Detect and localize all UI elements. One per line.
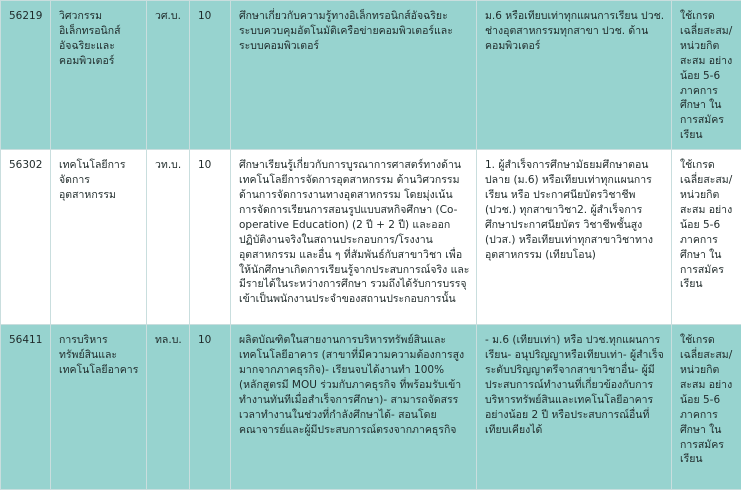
program-description: ศึกษาเรียนรู้เกี่ยวกับการบูรณาการศาสตร์ทางด้านเทคโนโลยีการจัดการอุตสาหกรรม ด้านวิศวกรรมด้านการจัดการงานทางอุตสาหกรรม โดยมุ่งเน้นการจัดการเรียนการสอนรูปแบบสหกิจศึกษา (Co-operative Education) (2 ปี + 2 ปี) และออกปฏิบัติงานจริงในสถานประกอบการ/โรงงานอุตสาหกรรม และอื่น ๆ ที่สัมพันธ์กับสาขาวิชา เพื่อให้นักศึกษาเกิดการเรียนรู้จากประสบการณ์จริง และมีรายได้ในระหว่างการศึกษา รวมถึงได้รับการบรรจุเข้าเป็นพนักงานประจำของสถานประกอบการนั้น — [231, 150, 477, 325]
program-name: เทคโนโลยีการจัดการอุตสาหกรรม — [51, 150, 147, 325]
gpa-requirement: ใช้เกรดเฉลี่ยสะสม/หน่วยกิตสะสม อย่างน้อย 5-6 ภาคการศึกษา ในการสมัครเรียน — [672, 1, 741, 150]
program-description: ผลิตบัณฑิตในสายงานการบริหารทรัพย์สินและเทคโนโลยีอาคาร (สาขาที่มีความความต้องการสูงมากจากภาคธุรกิจ)- เรียนจบได้งานทำ 100% (หลักสูตรมี MOU ร่วมกับภาคธุรกิจ ที่พร้อมรับเข้าทำงานทันทีเมื่อสำเร็จการศึกษา)- สามารถจัดสรรเวลาทำงานในช่วงที่กำลังศึกษาได้- สอนโดยคณาจารย์และผู้มีประสบการณ์ตรงจากภาคธุรกิจ — [231, 325, 477, 490]
degree-abbr: วท.บ. — [147, 150, 190, 325]
admission-qualification: 1. ผู้สำเร็จการศึกษามัธยมศึกษาตอนปลาย (ม.6) หรือเทียบเท่าทุกแผนการเรียน หรือ ประกาศนียบัตรวิชาชีพ (ปวช.) ทุกสาขาวิชา2. ผู้สำเร็จการศึกษาประกาศนียบัตร วิชาชีพชั้นสูง (ปวส.) หรือเทียบเท่าทุกสาขาวิชาทางอุตสาหกรรม (เทียบโอน) — [477, 150, 672, 325]
gpa-requirement: ใช้เกรดเฉลี่ยสะสม/หน่วยกิตสะสม อย่างน้อย 5-6 ภาคการศึกษา ในการสมัครเรียน — [672, 325, 741, 490]
program-code: 56302 — [1, 150, 51, 325]
table-row — [1, 325, 741, 490]
table-row — [1, 150, 741, 325]
admission-qualification: - ม.6 (เทียบเท่า) หรือ ปวช.ทุกแผนการเรียน- อนุปริญญาหรือเทียบเท่า- ผู้สำเร็จระดับปริญญาตรีจากสาขาวิชาอื่น- ผู้มีประสบการณ์ทำงานที่เกี่ยวข้องกับการบริหารทรัพย์สินและเทคโนโลยีอาคารอย่างน้อย 2 ปี หรือประสบการณ์อื่นที่เทียบเคียงได้ — [477, 325, 672, 490]
degree-abbr: ทล.บ. — [147, 325, 190, 490]
program-description: ศึกษาเกี่ยวกับความรู้ทางอิเล็กทรอนิกส์อัจฉริยะ ระบบควบคุมอัตโนมัติเครือข่ายคอมพิวเตอร์และระบบคอมพิวเตอร์ — [231, 1, 477, 150]
program-number: 10 — [190, 325, 231, 490]
gpa-requirement: ใช้เกรดเฉลี่ยสะสม/หน่วยกิตสะสม อย่างน้อย 5-6 ภาคการศึกษา ในการสมัครเรียน — [672, 150, 741, 325]
program-number: 10 — [190, 1, 231, 150]
admission-qualification: ม.6 หรือเทียบเท่าทุกแผนการเรียน ปวช. ช่างอุตสาหกรรมทุกสาขา ปวช. ด้านคอมพิวเตอร์ — [477, 1, 672, 150]
program-code: 56219 — [1, 1, 51, 150]
table-row — [1, 1, 741, 150]
program-number: 10 — [190, 150, 231, 325]
program-code: 56411 — [1, 325, 51, 490]
program-name: วิศวกรรมอิเล็กทรอนิกส์อัจฉริยะและคอมพิวเตอร์ — [51, 1, 147, 150]
degree-abbr: วศ.บ. — [147, 1, 190, 150]
program-name: การบริหารทรัพย์สินและเทคโนโลยีอาคาร — [51, 325, 147, 490]
